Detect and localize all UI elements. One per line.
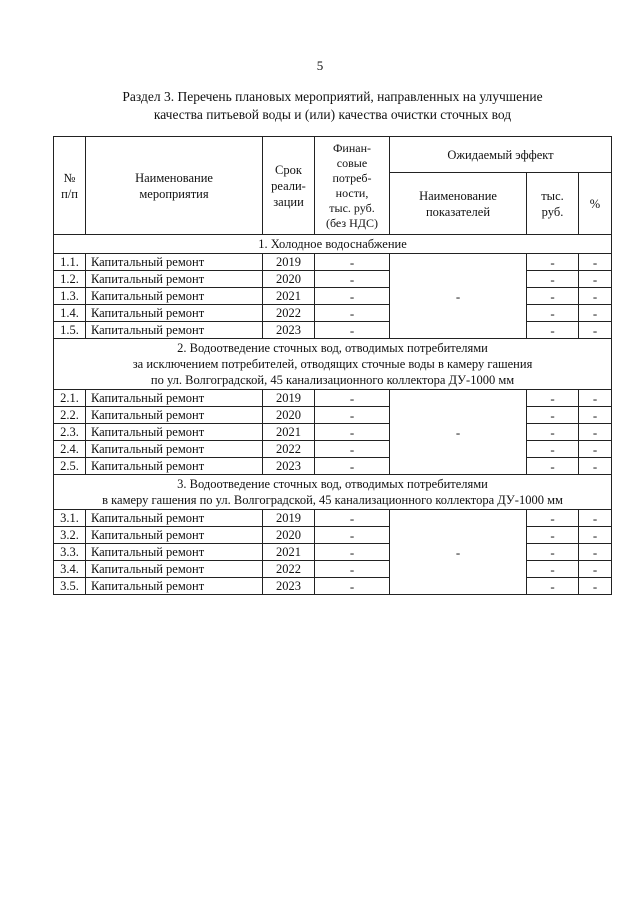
row-measure-name: Капитальный ремонт — [86, 424, 263, 441]
row-number: 3.4. — [54, 561, 86, 578]
row-financial-needs: - — [315, 544, 390, 561]
row-measure-name: Капитальный ремонт — [86, 271, 263, 288]
section-title — [54, 339, 612, 390]
row-financial-needs: - — [315, 561, 390, 578]
row-number: 3.2. — [54, 527, 86, 544]
row-number: 2.3. — [54, 424, 86, 441]
section-title-line: за исключением потребителей, отводящих сточные воды в камеру гашения — [132, 357, 533, 371]
row-percent: - — [579, 288, 612, 305]
row-number: 2.5. — [54, 458, 86, 475]
row-financial-needs: - — [315, 578, 390, 595]
header-indicator: Наименование показателей — [390, 173, 527, 235]
header-num: № п/п — [54, 137, 86, 235]
row-year: 2023 — [263, 578, 315, 595]
table-row — [54, 424, 612, 441]
row-number: 2.2. — [54, 407, 86, 424]
table-row — [54, 254, 612, 271]
row-percent: - — [579, 254, 612, 271]
row-thousand-rub: - — [527, 407, 579, 424]
table-row — [54, 458, 612, 475]
row-percent: - — [579, 322, 612, 339]
row-year: 2020 — [263, 527, 315, 544]
table-row — [54, 322, 612, 339]
row-thousand-rub: - — [527, 390, 579, 407]
row-thousand-rub: - — [527, 527, 579, 544]
table-row — [54, 288, 612, 305]
row-number: 3.3. — [54, 544, 86, 561]
section-title-line: в камеру гашения по ул. Волгоградской, 45 канализационного коллектора ДУ-1000 мм — [102, 493, 563, 507]
section-heading-line: Раздел 3. Перечень плановых мероприятий, направленных на улучшение — [122, 89, 543, 104]
row-financial-needs: - — [315, 271, 390, 288]
row-number: 3.5. — [54, 578, 86, 595]
indicator-cell: - — [390, 254, 527, 339]
row-number: 1.2. — [54, 271, 86, 288]
row-measure-name: Капитальный ремонт — [86, 305, 263, 322]
row-financial-needs: - — [315, 322, 390, 339]
row-thousand-rub: - — [527, 441, 579, 458]
row-year: 2022 — [263, 305, 315, 322]
row-year: 2020 — [263, 271, 315, 288]
row-number: 2.4. — [54, 441, 86, 458]
row-year: 2022 — [263, 561, 315, 578]
row-financial-needs: - — [315, 510, 390, 527]
table-row — [54, 544, 612, 561]
row-financial-needs: - — [315, 441, 390, 458]
section-title-line: 2. Водоотведение сточных вод, отводимых потребителями — [177, 341, 488, 355]
row-number: 1.1. — [54, 254, 86, 271]
row-number: 1.3. — [54, 288, 86, 305]
row-year: 2023 — [263, 458, 315, 475]
row-measure-name: Капитальный ремонт — [86, 441, 263, 458]
table-row — [54, 305, 612, 322]
row-financial-needs: - — [315, 305, 390, 322]
row-financial-needs: - — [315, 458, 390, 475]
table-row — [54, 510, 612, 527]
row-year: 2019 — [263, 390, 315, 407]
row-percent: - — [579, 527, 612, 544]
header-term: Срок реали- зации — [263, 137, 315, 235]
row-thousand-rub: - — [527, 544, 579, 561]
row-measure-name: Капитальный ремонт — [86, 458, 263, 475]
table-row — [54, 390, 612, 407]
header-expected-effect: Ожидаемый эффект — [390, 137, 612, 173]
row-thousand-rub: - — [527, 424, 579, 441]
row-number: 3.1. — [54, 510, 86, 527]
row-percent: - — [579, 544, 612, 561]
row-number: 2.1. — [54, 390, 86, 407]
row-percent: - — [579, 424, 612, 441]
row-percent: - — [579, 271, 612, 288]
table-row — [54, 527, 612, 544]
indicator-cell: - — [390, 390, 527, 475]
row-measure-name: Капитальный ремонт — [86, 254, 263, 271]
row-measure-name: Капитальный ремонт — [86, 527, 263, 544]
section-title-line: 1. Холодное водоснабжение — [258, 237, 407, 251]
row-percent: - — [579, 390, 612, 407]
row-thousand-rub: - — [527, 510, 579, 527]
row-number: 1.4. — [54, 305, 86, 322]
row-year: 2020 — [263, 407, 315, 424]
row-financial-needs: - — [315, 424, 390, 441]
measures-table — [53, 136, 612, 595]
section-title-line: 3. Водоотведение сточных вод, отводимых потребителями — [177, 477, 488, 491]
row-measure-name: Капитальный ремонт — [86, 510, 263, 527]
row-number: 1.5. — [54, 322, 86, 339]
table-row — [54, 271, 612, 288]
row-percent: - — [579, 407, 612, 424]
row-thousand-rub: - — [527, 254, 579, 271]
section-title-line: по ул. Волгоградской, 45 канализационного коллектора ДУ-1000 мм — [150, 373, 515, 387]
header-financial-needs: Финан- совые потреб- ности, тыс. руб. (без НДС) — [315, 137, 390, 235]
row-thousand-rub: - — [527, 561, 579, 578]
section-heading — [70, 88, 595, 124]
row-thousand-rub: - — [527, 271, 579, 288]
section-title — [54, 475, 612, 510]
row-measure-name: Капитальный ремонт — [86, 288, 263, 305]
row-thousand-rub: - — [527, 288, 579, 305]
row-measure-name: Капитальный ремонт — [86, 578, 263, 595]
row-year: 2023 — [263, 322, 315, 339]
table-row — [54, 578, 612, 595]
row-year: 2021 — [263, 424, 315, 441]
row-percent: - — [579, 458, 612, 475]
row-percent: - — [579, 441, 612, 458]
row-percent: - — [579, 578, 612, 595]
table-row — [54, 441, 612, 458]
row-thousand-rub: - — [527, 458, 579, 475]
row-percent: - — [579, 305, 612, 322]
row-measure-name: Капитальный ремонт — [86, 561, 263, 578]
row-year: 2021 — [263, 544, 315, 561]
row-year: 2019 — [263, 510, 315, 527]
row-measure-name: Капитальный ремонт — [86, 390, 263, 407]
row-thousand-rub: - — [527, 578, 579, 595]
row-financial-needs: - — [315, 527, 390, 544]
indicator-cell: - — [390, 510, 527, 595]
header-name: Наименование мероприятия — [86, 137, 263, 235]
section-heading-line: качества питьевой воды и (или) качества очистки сточных вод — [153, 107, 512, 122]
row-financial-needs: - — [315, 407, 390, 424]
row-financial-needs: - — [315, 288, 390, 305]
row-financial-needs: - — [315, 390, 390, 407]
row-thousand-rub: - — [527, 322, 579, 339]
row-year: 2021 — [263, 288, 315, 305]
header-thousand-rub: тыс. руб. — [527, 173, 579, 235]
section-title — [54, 235, 612, 254]
page-number: 5 — [316, 58, 324, 73]
table-row — [54, 407, 612, 424]
header-percent: % — [579, 173, 612, 235]
row-financial-needs: - — [315, 254, 390, 271]
row-year: 2019 — [263, 254, 315, 271]
row-measure-name: Капитальный ремонт — [86, 322, 263, 339]
row-thousand-rub: - — [527, 305, 579, 322]
row-measure-name: Капитальный ремонт — [86, 407, 263, 424]
table-row — [54, 561, 612, 578]
row-year: 2022 — [263, 441, 315, 458]
row-percent: - — [579, 510, 612, 527]
row-percent: - — [579, 561, 612, 578]
row-measure-name: Капитальный ремонт — [86, 544, 263, 561]
